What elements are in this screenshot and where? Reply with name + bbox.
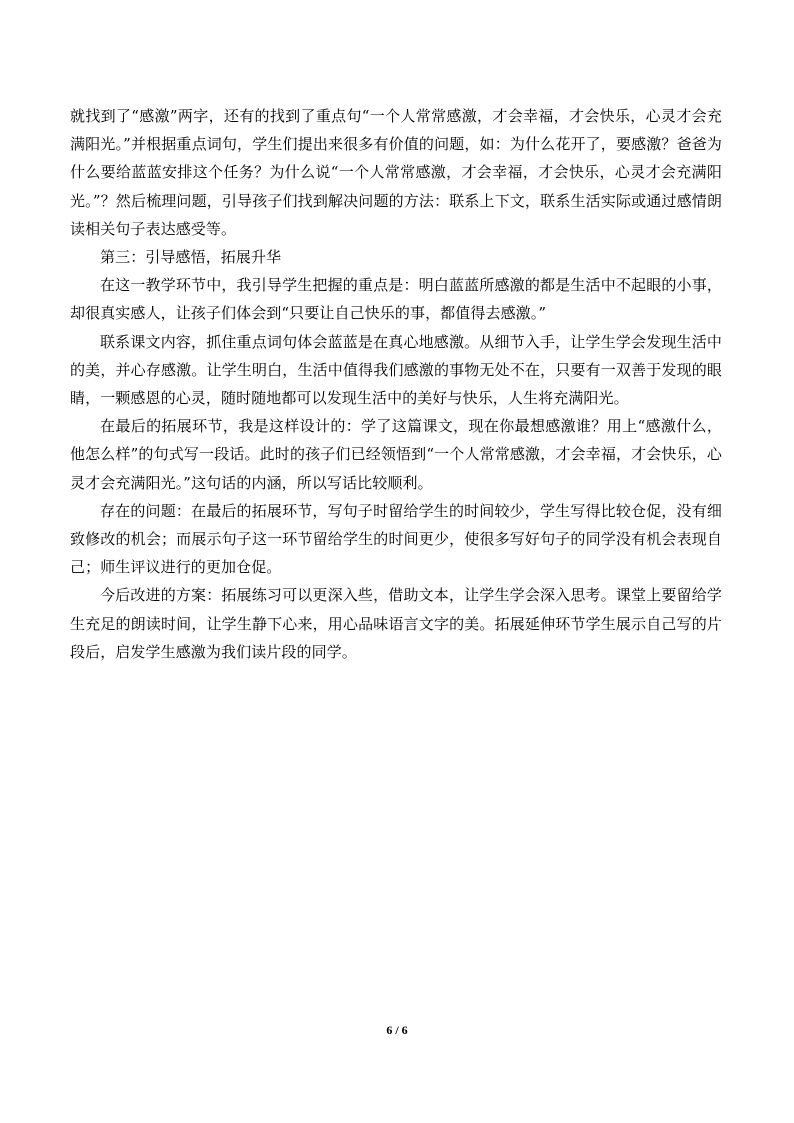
paragraph-problems: 存在的问题：在最后的拓展环节，写句子时留给学生的时间较少，学生写得比较仓促，没有细致修改的机会；而展示句子这一环节留给学生的时间更少，使很多写好句子的同学没有机会表现自己；师生评议进行的更加仓促。 [70, 501, 722, 577]
page-number: 6 / 6 [386, 1023, 408, 1037]
paragraph-continuation: 就找到了“感激”两字，还有的找到了重点句“一个人常常感激，才会幸福，才会快乐，心灵才会充满阳光。”并根据重点词句，学生们提出来很多有价值的问题，如：为什么花开了，要感激？爸爸为什么要给蓝蓝安排这个任务？为什么说“一个人常常感激，才会幸福，才会快乐，心灵才会充满阳光。”？然后梳理问题，引导孩子们找到解决问题的方法：联系上下文，联系生活实际或通过感情朗读相关句子表达感受等。 [70, 107, 722, 238]
paragraph-text-connection: 联系课文内容，抓住重点词句体会蓝蓝是在真心地感激。从细节入手，让学生学会发现生活中的美，并心存感激。让学生明白，生活中值得我们感激的事物无处不在，只要有一双善于发现的眼睛，一颗感恩的心灵，随时随地都可以发现生活中的美好与快乐，人生将充满阳光。 [70, 332, 722, 408]
document-body [70, 102, 722, 666]
section-heading-third: 第三：引导感悟，拓展升华 [100, 248, 282, 267]
paragraph-extension-design: 在最后的拓展环节，我是这样设计的：学了这篇课文，现在你最想感激谁？用上“感激什么，他怎么样”的句式写一段话。此时的孩子们已经领悟到“一个人常常感激，才会幸福，才会快乐，心灵才会充满阳光。”这句话的内涵，所以写话比较顺利。 [70, 417, 722, 492]
paragraph-improvements: 今后改进的方案：拓展练习可以更深入些，借助文本，让学生学会深入思考。课堂上要留给学生充足的朗读时间，让学生静下心来，用心品味语言文字的美。拓展延伸环节学生展示自己写的片段后，启发学生感激为我们读片段的同学。 [70, 586, 722, 661]
paragraph-teaching-focus: 在这一教学环节中，我引导学生把握的重点是：明白蓝蓝所感激的都是生活中不起眼的小事，却很真实感人，让孩子们体会到“只要让自己快乐的事，都值得去感激。” [70, 276, 722, 323]
